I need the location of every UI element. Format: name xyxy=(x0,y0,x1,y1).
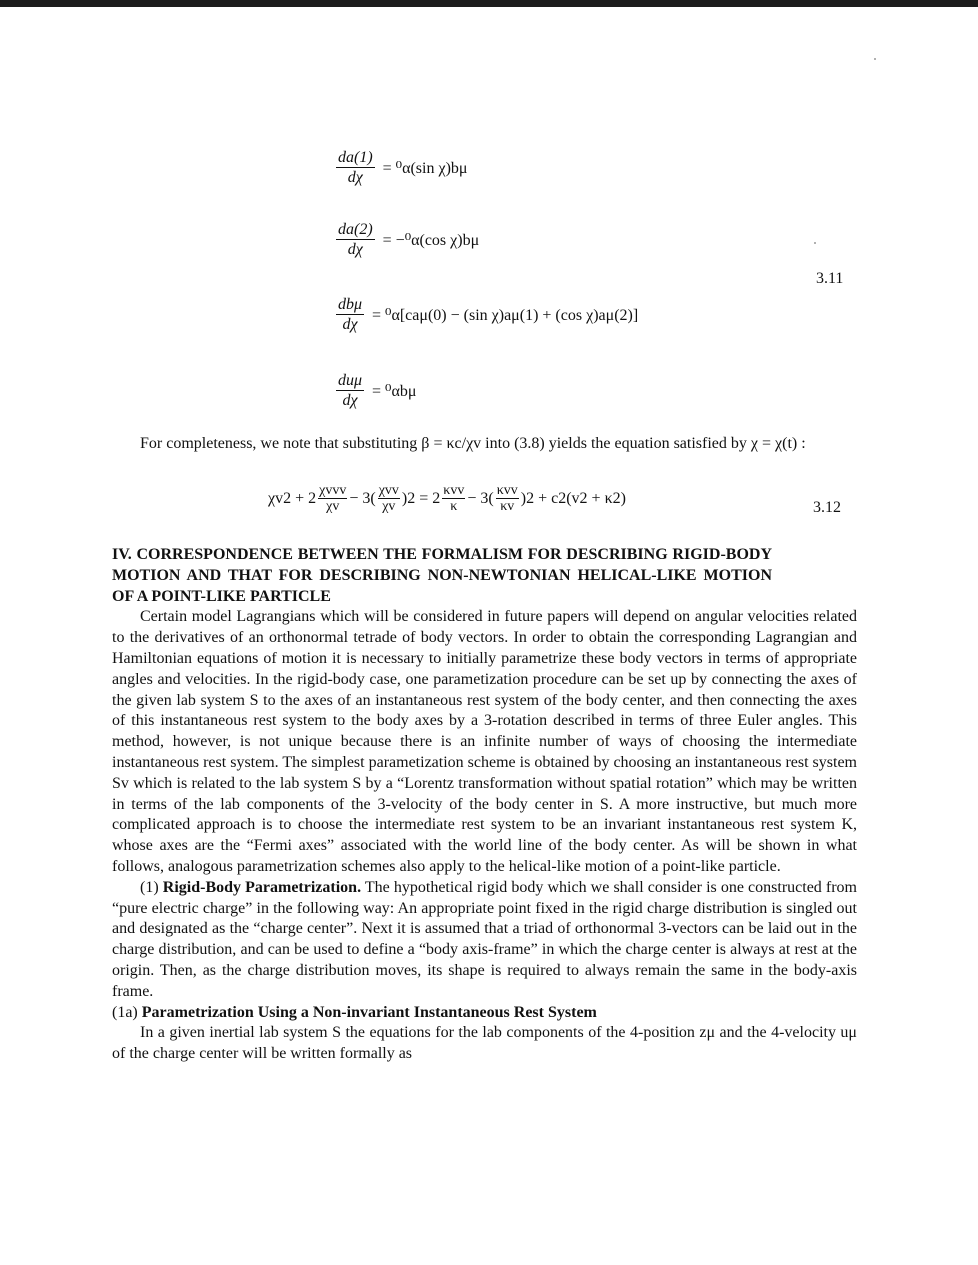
fraction xyxy=(496,484,519,514)
fraction xyxy=(378,484,400,514)
denominator: dχ xyxy=(347,169,363,186)
numerator: κvv xyxy=(496,483,518,498)
section-iv xyxy=(112,545,857,1065)
paragraph-2-rest: The hypothetical rigid body which we shall consider is one constructed from “pure electric charge” in the following way: An appropriate point fixed in the rigid charge distribution is singled out and designated as the “charge center”. Next it is assumed that a triad of orthonormal 3-vectors can be laid out in the charge distribution, and can be used to define a “body axis-frame” in which the charge center is always at rest at the origin. Then, as the charge distribution moves, its shape is required to always remain the same in the body-axis frame. xyxy=(112,878,858,1000)
equation-number-3-12: 3.12 xyxy=(813,499,841,516)
equation-db xyxy=(336,296,638,334)
numerator: duμ xyxy=(338,372,363,389)
numerator: da(2) xyxy=(338,221,373,238)
completeness-paragraph xyxy=(112,434,857,455)
fraction xyxy=(336,221,375,259)
numerator: da(1) xyxy=(338,149,373,166)
subsection-lead: (1a) xyxy=(112,1003,142,1021)
fraction xyxy=(336,372,364,410)
scan-speck xyxy=(814,242,816,244)
denominator: dχ xyxy=(342,316,358,333)
fraction xyxy=(442,484,465,514)
paragraph-1: Certain model Lagrangians which will be considered in future papers will depend on angular velocities related to the derivatives of an orthonormal tetrade of body vectors. In order to obtain the corresponding Lagrangian and Hamiltonian equations of motion it is necessary to initially parametrize these body vectors in terms of appropriate angles and velocities. In the rigid-body case, one parametization procedure can be set up by connecting the axes of the given lab system S to the axes of an instantaneous rest system of the body center, and then connecting the axes of this instantaneous rest system to the body axes by a 3-rotation described in terms of three Euler angles. This method, however, is not unique because there is an infinite number of ways of choosing the intermediate instantaneous rest system. The simplest parametization scheme is obtained by choosing an instantaneous rest system Sv which is related to the lab system S by a “Lorentz transformation without spatial rotation” which may be written in terms of the lab components of the 3-velocity of the body center in S. A more instructive, but much more complicated approach is to choose the intermediate rest system to be an invariant instantaneous rest system K, whose axes are the “Fermi axes” associated with the world line of the body center. As will be shown in what follows, analogous parametrization schemes also apply to the helical-like motion of a point-like particle. xyxy=(112,608,857,875)
denominator: dχ xyxy=(342,392,358,409)
paragraph-2-bold: Rigid-Body Parametrization. xyxy=(162,878,362,896)
right-hand-side: = ⁰αbμ xyxy=(372,383,417,400)
numerator: χvvv xyxy=(319,483,347,498)
eq-term: − 3( xyxy=(467,490,494,507)
right-hand-side: = ⁰α(sin χ)bμ xyxy=(382,160,468,177)
eq-term: − 3( xyxy=(349,490,376,507)
numerator: dbμ xyxy=(338,296,363,313)
right-hand-side: = −⁰α(cos χ)bμ xyxy=(382,232,480,249)
fraction xyxy=(336,296,364,334)
denominator: κv xyxy=(500,499,515,514)
paragraph-2-lead: (1) xyxy=(140,878,163,896)
section-heading: IV. CORRESPONDENCE BETWEEN THE FORMALISM FOR DESCRIBING RIGID-BODY MOTION AND THAT FOR DESCRIBING NON-NEWTONIAN HELICAL-LIKE MOTION OF A POINT-LIKE PARTICLE xyxy=(112,546,772,605)
fraction xyxy=(336,149,375,187)
subsection-title: Parametrization Using a Non-invariant Instantaneous Rest System xyxy=(141,1003,597,1021)
equation-du xyxy=(336,372,416,410)
eq-term: )2 = 2 xyxy=(401,490,441,507)
numerator: κvv xyxy=(443,483,465,498)
eq-term: χv2 + 2 xyxy=(268,490,317,507)
scan-speck xyxy=(874,58,876,60)
numerator: χvv xyxy=(378,483,399,498)
equation-3-12 xyxy=(268,484,626,514)
equation-number-3-11: 3.11 xyxy=(816,270,844,287)
paragraph-3: In a given inertial lab system S the equations for the lab components of the 4-position zμ and the 4-velocity uμ of the charge center will be written formally as xyxy=(112,1024,857,1063)
denominator: dχ xyxy=(347,241,363,258)
eq-term: )2 + c2(v2 + κ2) xyxy=(520,490,626,507)
denominator: χv xyxy=(326,499,340,514)
paragraph-text: For completeness, we note that substituting β = κc/χv into (3.8) yields the equation satisfied by χ = χ(t) : xyxy=(140,435,806,452)
subsection-heading xyxy=(112,1003,857,1024)
paragraph-2 xyxy=(112,878,857,1003)
equation-da2 xyxy=(336,221,479,259)
denominator: χv xyxy=(382,499,396,514)
scan-top-border xyxy=(0,0,978,7)
fraction xyxy=(318,484,347,514)
equation-da1 xyxy=(336,149,467,187)
denominator: κ xyxy=(450,499,458,514)
right-hand-side: = ⁰α[caμ(0) − (sin χ)aμ(1) + (cos χ)aμ(2)] xyxy=(372,307,639,324)
